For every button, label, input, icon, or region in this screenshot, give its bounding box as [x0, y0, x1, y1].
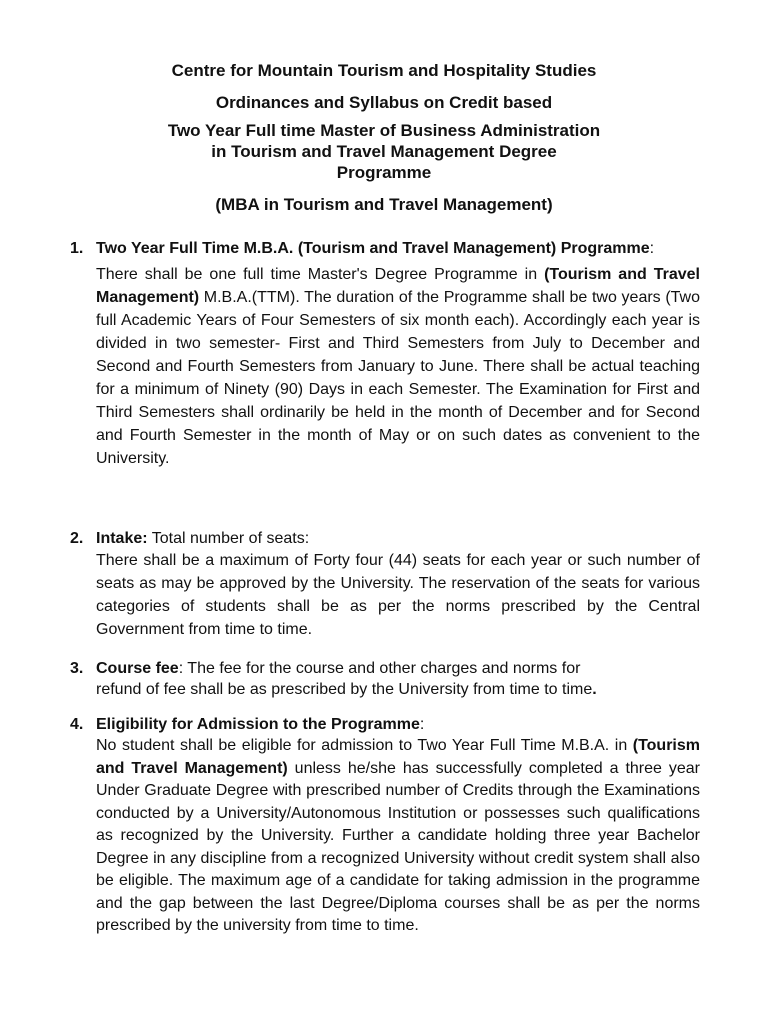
header-short-title: (MBA in Tourism and Travel Management) [215, 195, 553, 214]
header-ordinances: Ordinances and Syllabus on Credit based [215, 93, 553, 112]
section-2-heading-tail: Total number of seats: [147, 530, 310, 547]
section-2-title [70, 528, 700, 549]
section-3-heading: Course fee [96, 660, 179, 677]
section-course-fee [70, 658, 700, 700]
paragraph-text: There shall be one full time Master's Degree Programme in [96, 266, 545, 283]
section-4-heading: Eligibility for Admission to the Programme [96, 716, 420, 733]
paragraph-bold-text: (Tourism and Travel Management) [96, 266, 700, 306]
section-3-heading-tail: : The fee for the course and other charges and norms for [178, 660, 581, 677]
header-line-3: Two Year Full time Master of Business Administration [167, 121, 601, 140]
section-2-paragraph: There shall be a maximum of Forty four (44) seats for each year or such number of seats as may be approved by the University. The reservation of the seats for various categories of students shall be as per the norms prescribed by the Central Government from time to time. [96, 552, 700, 638]
paragraph-bold-text: (Tourism and Travel Management) [96, 737, 700, 777]
section-number: 1. [70, 240, 84, 257]
section-programme [70, 238, 700, 470]
section-eligibility [70, 714, 700, 938]
section-3-continuation [96, 679, 700, 700]
section-1-heading-tail: : [649, 240, 655, 257]
section-2-heading: Intake: [96, 530, 148, 547]
section-4-title [70, 714, 700, 735]
section-1-paragraph [96, 263, 700, 470]
section-intake [70, 528, 700, 641]
section-number: 4. [70, 716, 84, 733]
header-line-4: in Tourism and Travel Management Degree [211, 142, 557, 161]
paragraph-bold-text: . [592, 681, 597, 698]
header-centre-name: Centre for Mountain Tourism and Hospitality Studies [171, 61, 597, 80]
section-1-heading: Two Year Full Time M.B.A. (Tourism and Travel Management) Programme [96, 240, 650, 257]
paragraph-text: refund of fee shall be as prescribed by the University from time to time [96, 681, 593, 698]
section-1-title [70, 238, 700, 259]
header-programme-title [0, 120, 768, 183]
section-4-heading-tail: : [419, 716, 425, 733]
paragraph-text: No student shall be eligible for admission to Two Year Full Time M.B.A. in [96, 737, 633, 754]
paragraph-text: unless he/she has successfully completed a three year Under Graduate Degree with prescribed number of Credits through the Examinations conducted by a University/Autonomous Institution or possesses such qualifications as recognized by the University. Further a candidate holding three year Bachelor Degree in any discipline from a recognized University without credit system shall also be eligible. The maximum age of a candidate for taking admission in the programme and the gap between the last Degree/Diploma courses shall be as per the norms prescribed by the university from time to time. [96, 759, 700, 934]
section-number: 2. [70, 530, 84, 547]
section-number: 3. [70, 660, 84, 677]
section-3-title [70, 658, 700, 679]
header-line-5: Programme [336, 163, 432, 182]
section-4-paragraph [96, 735, 700, 938]
paragraph-text: M.B.A.(TTM). The duration of the Programme shall be two years (Two full Academic Years of Four Semesters of six month each). Accordingly each year is divided in two semester- First and Third Semesters from July to December and Second and Fourth Semesters from January to June. There shall be actual teaching for a minimum of Ninety (90) Days in each Semester. The Examination for First and Third Semesters shall ordinarily be held in the month of December and for Second and Fourth Semester in the month of May or on such dates as convenient to the University. [96, 289, 700, 467]
